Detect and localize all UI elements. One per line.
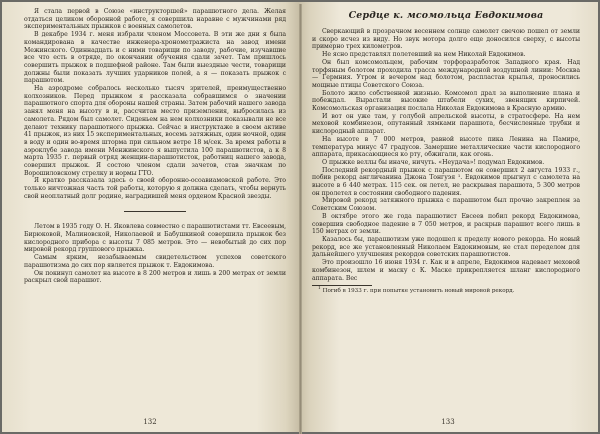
book-spread: [2, 2, 598, 432]
left-paragraph: Самым ярким, незабываемым свидетельством успехов советского парашютизма до сих пор является прыжок т. Евдокимова.: [24, 254, 286, 269]
right-paragraph: Последний рекордный прыжок с парашютом он совершил 2 августа 1933 г., побив рекорд англичанина Джона Тонгуэя ¹. Евдокимов прыгнул с самолета на высоте в 6 440 метрах. 115 сек. он летел, не раскрывая парашюта, 5 300 метров он пролетел в состоянии свободного падения.: [312, 166, 580, 197]
right-paragraph: Мировой рекорд затяжного прыжка с парашютом был прочно закреплен за Советским Союзом.: [312, 197, 580, 213]
right-paragraph: Сверкающий в прозрачном весеннем солнце самолет свечою пошел от земли и скоро исчез из виду. Но звук мотора долго еще доносился сверху, с высоты примерно трех километров.: [312, 28, 580, 51]
left-page: [2, 2, 298, 432]
left-paragraph: Я кратко рассказала здесь о своей оборонно-осоавиамовской работе. Это только ничтожная часть той работы, которую я должна сделать, чтобы вернуть свой неоплатный долг родине, наградившей меня орденом Красной звезды.: [24, 177, 286, 200]
right-paragraph: Не ясно представлял полетевший на нем Николай Евдокимов.: [322, 51, 526, 59]
left-paragraph: В декабре 1934 г. меня избрали членом Моссовета. В эти же дни я была командирована в качестве инженера-хронометражиста на завод имени Межинского. Одиннадцать и с ними товарищи по заводу, рабочие, изучавшие все что есть в отряде, по окончании обучения сдали зачет. Там пришлось совершить прыжок в подшефной районе. Там были выездные чести, товарищи должны были показать лучших ударников полей, а я — показать прыжок с парашютом.: [24, 31, 286, 85]
footnote: [312, 285, 580, 295]
chapter-title: Сердце к. мсомольца Евдокимова: [348, 10, 544, 21]
right-paragraph: И вот он уже там, у голубой апрельской высоты, в стратосфере. На нем меховой комбинезон, опутанный лямками парашюта, бесчисленные трубки и кислородный аппарат.: [312, 112, 580, 136]
left-paragraph: Летом в 1935 году О. Н. Яковлева совместно с парашютистами тт. Евсеевым, Бирюковой, Малиновской, Николаевой и Бабушкиной совершила прыжок без кислородного прибора с высоты 7 085 метров. Это — невобытый до сих пор мировой рекорд группового прыжка.: [24, 223, 286, 254]
right-paragraph: Болото жило собственной жизнью. Комсомол драл за выполнение плана и побеждал. Вырастали высокие штабели сухих, звенящих кирпичей. Комсомольская организация послала Николая Евдокимова в Красную армию.: [312, 89, 580, 113]
footnote-divider: [312, 285, 372, 286]
book-gutter: [299, 4, 302, 434]
right-page-number: 133: [441, 418, 455, 426]
left-paragraph: На аэродроме собралось несколько тысяч зрителей, преимущественно колхозников. Перед прыжком я рассказала собравшимся о значении парашютного спорта для обороны нашей страны. Затем рабочий нашего завода занял меня на высоту в и, рассчитав место приземления, выбросилась из самолета. Рядом был самолет. Сиденьем на нем колхозники показывали не все делают технику парашютного прыжка. Сейчас в инструктаже в своем активе 41 прыжок, из них 15 экспериментальных, восемь затяжных, один ночной, один в воду и один во-время шторма при сильном ветре 18 м/сек. За время работы в аэроклубе завода имени Менжинского я выпустила 100 парашютистов, а к 8 марта 1935 г. первый отряд женщин-парашютисток, работниц нашего завода, совершил прыжок. Я состою членом сдали зачетов, став значкам по Ворошиловскому стрелку и нормы ГТО.: [24, 85, 286, 177]
right-paragraph: Он был комсомольцем, рабочим торфоразработок Западного края. Над торфяным болотом проходила трасса международной воздушной линии: Москва — Гермния. Утром и вечером над болотом, распластав крылья, проносились мощные птицы Советского Союза.: [312, 58, 580, 89]
left-paragraph: Он покинул самолет на высоте в 8 200 метров и лишь в 200 метрах от земли раскрыл свой парашют.: [24, 269, 286, 285]
footnote-marker: 1: [318, 285, 321, 291]
right-page: [298, 2, 598, 432]
left-page-top-text: [24, 8, 286, 201]
left-page-bottom-text: [24, 223, 286, 285]
right-paragraph: Это произошло 16 июня 1934 г. Как и в апреле, Евдокимов надевает меховой комбинезон, шлем и маску с К. Маске прикрепляется шланг кислородного аппарата. Вес: [312, 259, 580, 282]
section-divider: [124, 211, 186, 212]
right-paragraph: На высоте в 7 000 метров, равной высоте пика Ленина на Памире, температура минус 47 градусов. Замершие металлические части кислородного аппарата, прикасающиеся ко рту, обжигали, как огонь.: [312, 135, 580, 159]
left-page-number: 132: [143, 418, 157, 426]
footnote-text: Погиб в 1933 г. при попытке установить новый мировой рекорд.: [322, 287, 515, 294]
right-paragraph: О прыжке веллы бы иначе, ничуть. «Неудача»! подумал Евдокимов.: [322, 158, 545, 166]
left-paragraph: Я стала первой в Союзе «инструкторшей» парашютного дела. Желая отдаться целиком оборонной работе, я совершила наравне с мужчинами ряд экспериментальных прыжков с военных самолетов.: [24, 8, 286, 31]
right-paragraph: Казалось бы, парашютизм уже подошел к пределу нового рекорда. Но новый рекорд, все же установленный Николаем Евдокимовым, не стал переделом для дальнейшего улучшения рекордов советских парашютистов.: [312, 235, 580, 259]
right-paragraph: В октябре этого же года парашютист Евсеев побил рекорд Евдокимова, совершив свободное падение в 7 050 метров, и раскрыв парашют всего лишь в 150 метрах от земли.: [312, 212, 580, 236]
